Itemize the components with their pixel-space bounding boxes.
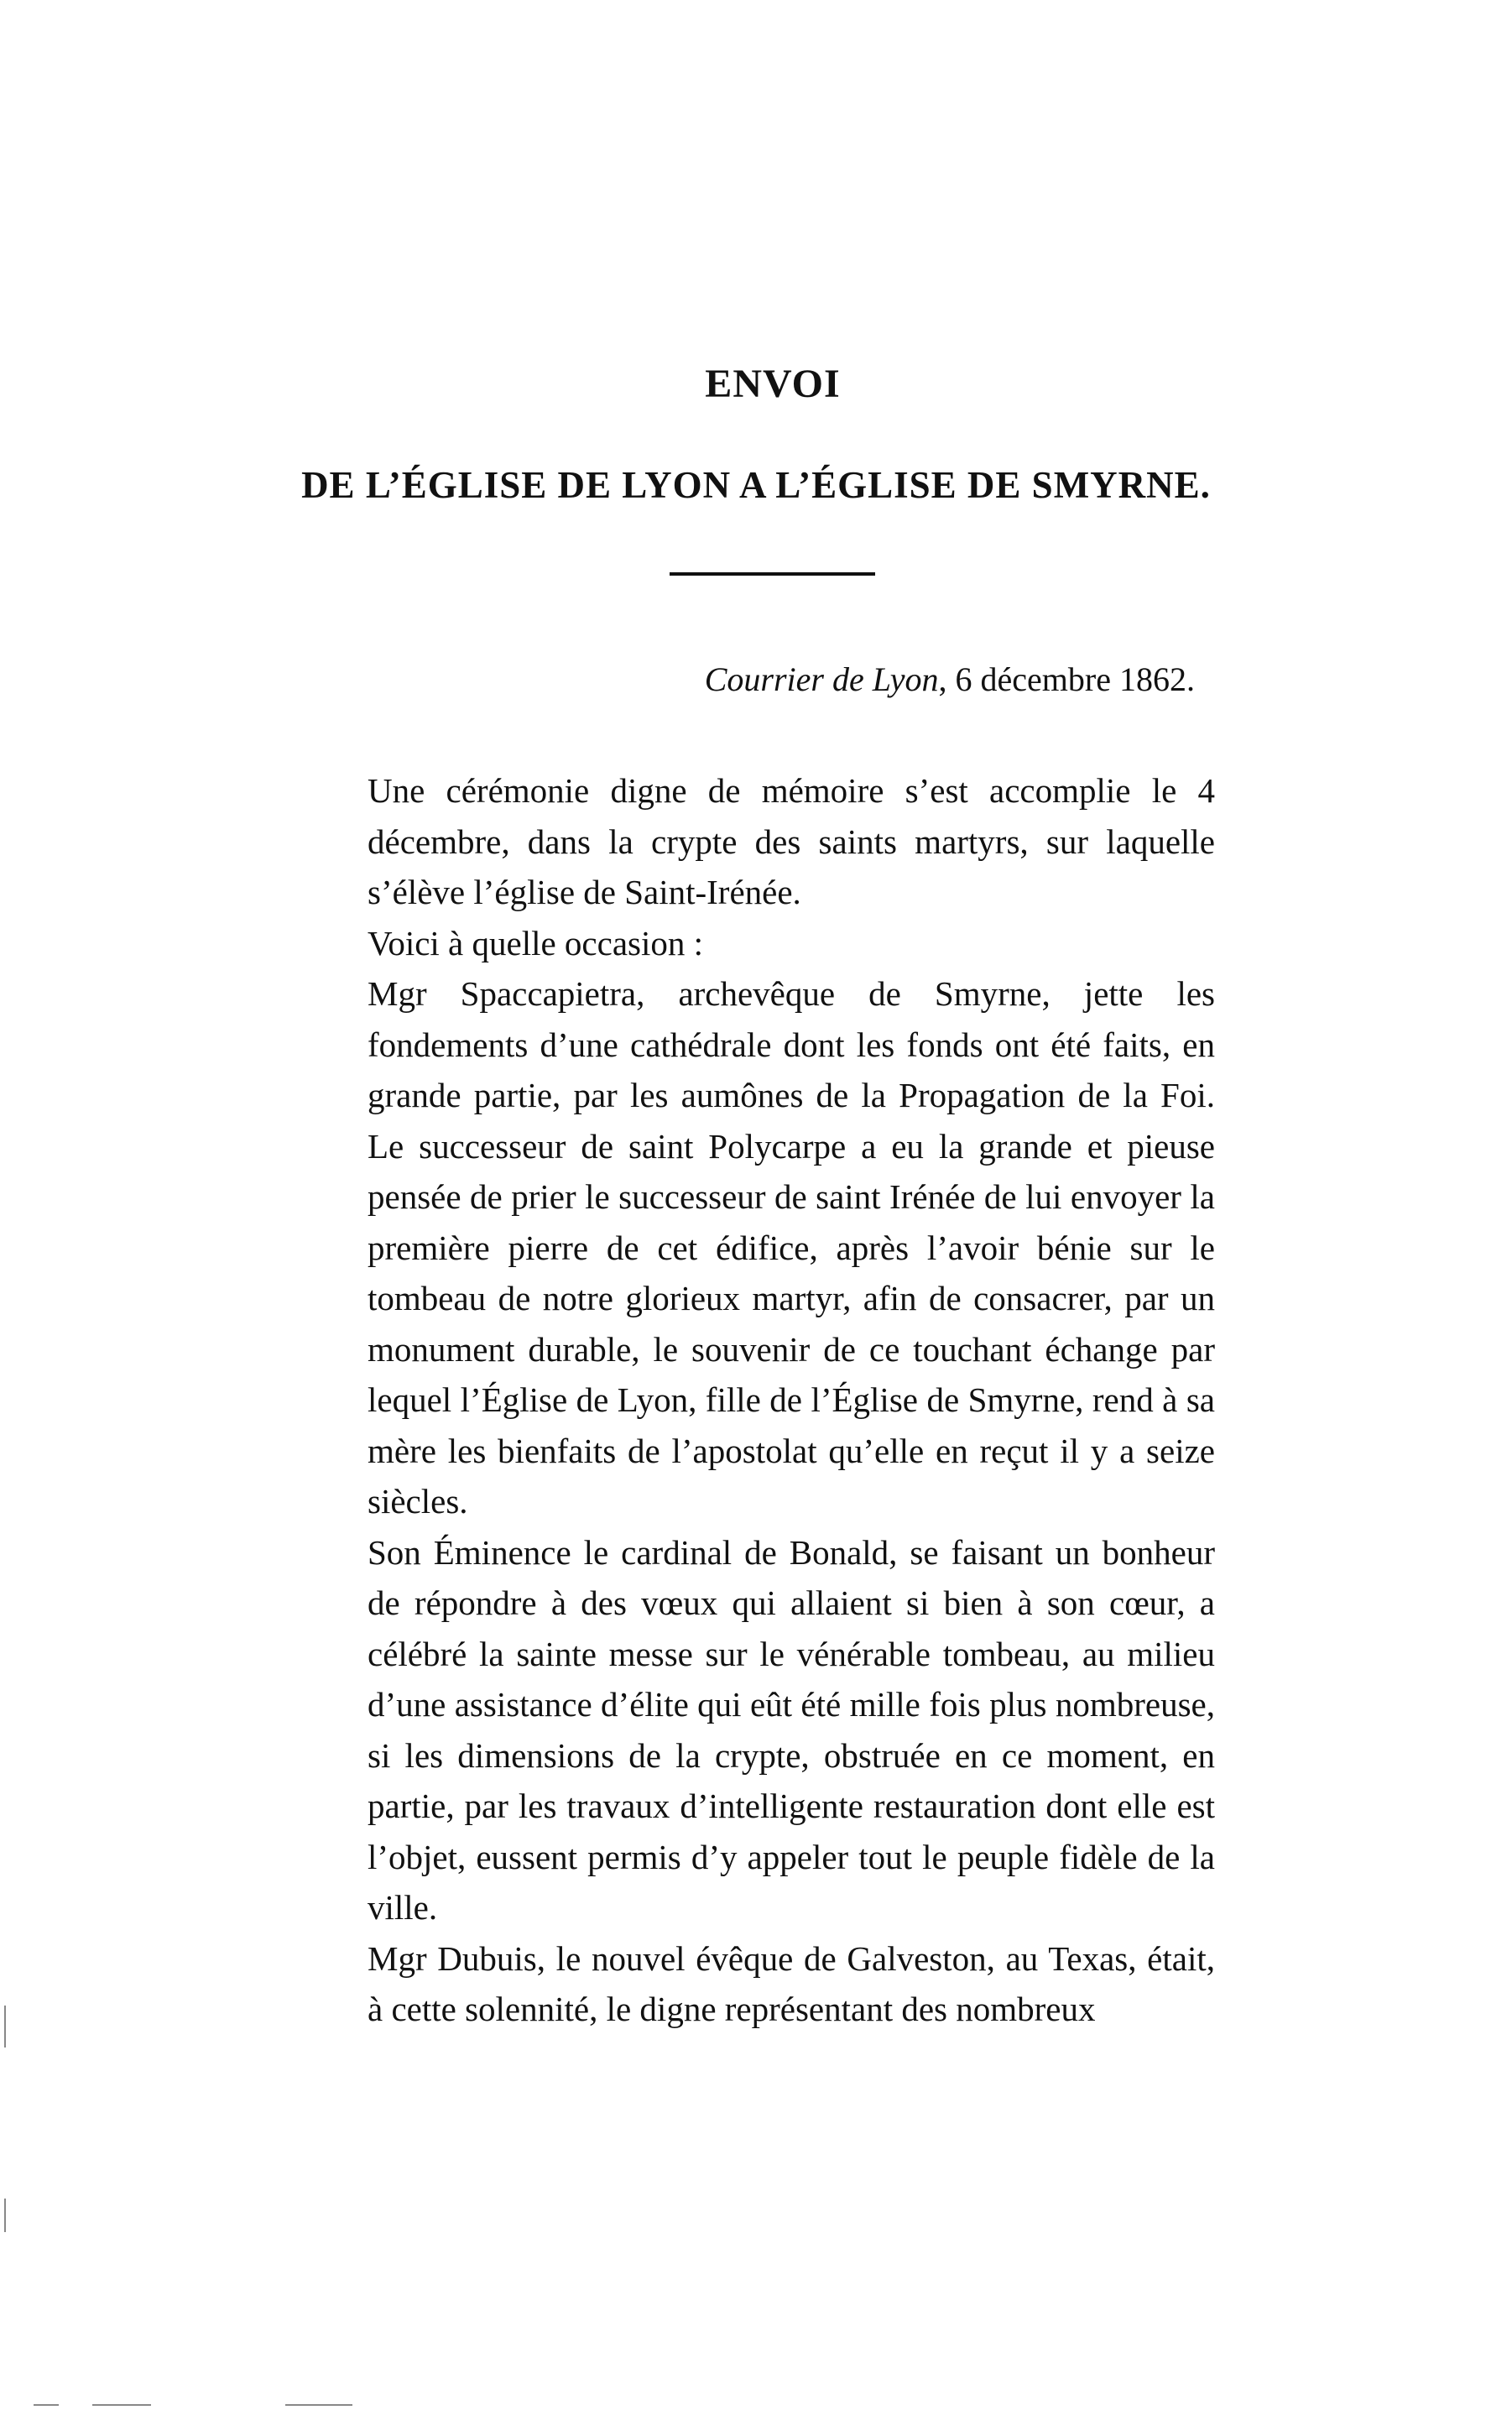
title-divider (670, 572, 875, 576)
page-subtitle: DE L’ÉGLISE DE LYON A L’ÉGLISE DE SMYRNE. (301, 464, 1211, 506)
paragraph-2: Voici à quelle occasion : (368, 923, 704, 962)
paragraph-3: Mgr Spaccapietra, archevêque de Smyrne, jette les fondements d’une cathédrale dont les fonds ont été faits, en grande partie, par les aumônes de la Propagation de la Foi. Le successeur de saint Polycarpe a eu la grande et pieuse pensée de prier le successeur de saint Irénée de lui envoyer la première pierre de cet édifice, après l’avoir bénie sur le tombeau de notre glorieux martyr, afin de consacrer, par un monument durable, le souvenir de ce touchant échange par lequel l’Église de Lyon, fille de l’Église de Smyrne, rend à sa mère les bienfaits de l’apostolat qu’elle en reçut il y a seize siècles. (368, 974, 1215, 1521)
source-date: , 6 décembre 1862. (938, 660, 1195, 698)
paragraph-4: Son Éminence le cardinal de Bonald, se faisant un bonheur de répondre à des vœux qui allaient si bien à son cœur, a célébré la sainte messe sur le vénérable tombeau, au milieu d’une assistance d’élite qui eût été mille fois plus nombreuse, si les dimensions de la crypte, obstruée en ce moment, en partie, par les travaux d’intelligente restauration dont elle est l’objet, eussent permis d’y appeler tout le peuple fidèle de la ville. (368, 1532, 1215, 1927)
body-text (368, 765, 1215, 2035)
paragraph-1: Une cérémonie digne de mémoire s’est accomplie le 4 décembre, dans la crypte des saints martyrs, sur laquelle s’élève l’église de Saint-Irénée. (368, 771, 1215, 911)
paragraph-5: Mgr Dubuis, le nouvel évêque de Galveston, au Texas, était, à cette solennité, le digne représentant des nombreux (368, 1938, 1215, 2028)
page-title: ENVOI (705, 362, 841, 406)
source-citation (705, 660, 1195, 699)
source-publication: Courrier de Lyon (704, 660, 939, 698)
